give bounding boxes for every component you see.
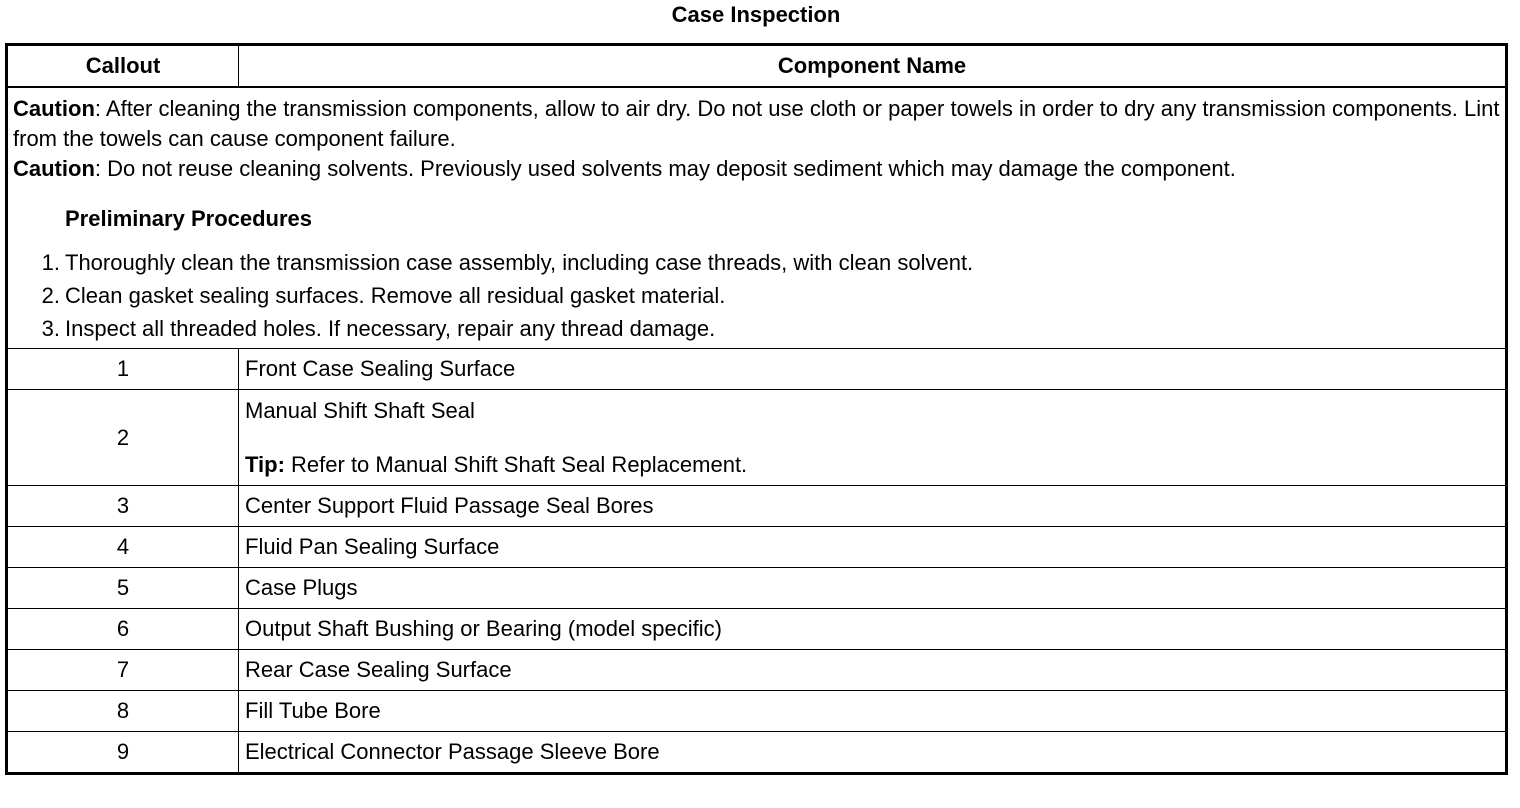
- callout-number: 6: [7, 609, 239, 650]
- column-header-component-name: Component Name: [239, 45, 1507, 88]
- table-row: [7, 390, 1507, 486]
- component-name: Electrical Connector Passage Sleeve Bore: [239, 732, 1507, 774]
- caution-text: : Do not reuse cleaning solvents. Previously used solvents may deposit sediment which may damage the component.: [94, 156, 1236, 181]
- tip-text: Refer to Manual Shift Shaft Seal Replacement.: [284, 452, 748, 477]
- tip-note: [245, 451, 1499, 479]
- table-row: [7, 527, 1507, 568]
- table-row: [7, 732, 1507, 774]
- column-header-callout: Callout: [7, 45, 239, 88]
- table-row: [7, 650, 1507, 691]
- callout-number: 7: [7, 650, 239, 691]
- callout-number: 3: [7, 486, 239, 527]
- notes-row: [7, 87, 1507, 349]
- page-title: Case Inspection: [671, 2, 841, 27]
- step-number: 2.: [41, 283, 60, 308]
- step-text: Inspect all threaded holes. If necessary, repair any thread damage.: [65, 316, 716, 341]
- table-row: [7, 691, 1507, 732]
- caution-note-2: [13, 154, 1500, 184]
- caution-label: Caution: [13, 156, 95, 181]
- list-item: [13, 312, 1500, 345]
- preliminary-steps-list: [13, 246, 1500, 345]
- component-name: Case Plugs: [239, 568, 1507, 609]
- component-name: Manual Shift Shaft Seal: [245, 398, 475, 423]
- callout-number: 4: [7, 527, 239, 568]
- step-text: Clean gasket sealing surfaces. Remove all residual gasket material.: [65, 283, 726, 308]
- callout-number: 5: [7, 568, 239, 609]
- component-name: Fill Tube Bore: [239, 691, 1507, 732]
- table-row: [7, 568, 1507, 609]
- table-row: [7, 486, 1507, 527]
- tip-label: Tip:: [245, 452, 285, 477]
- list-item: [13, 279, 1500, 312]
- component-name: Output Shaft Bushing or Bearing (model specific): [239, 609, 1507, 650]
- table-row: [7, 609, 1507, 650]
- callout-number: 1: [7, 349, 239, 390]
- component-name: Fluid Pan Sealing Surface: [239, 527, 1507, 568]
- callout-number: 8: [7, 691, 239, 732]
- caution-text: : After cleaning the transmission components, allow to air dry. Do not use cloth or paper towels in order to dry any transmission components. Lint from the towels can cause component failure.: [13, 96, 1500, 151]
- callout-number: 2: [7, 390, 239, 486]
- component-name: Rear Case Sealing Surface: [239, 650, 1507, 691]
- component-name: Front Case Sealing Surface: [239, 349, 1507, 390]
- caution-label: Caution: [13, 96, 95, 121]
- component-name: Center Support Fluid Passage Seal Bores: [239, 486, 1507, 527]
- notes-cell: [7, 87, 1507, 349]
- step-number: 3.: [41, 316, 60, 341]
- component-name-cell: [239, 390, 1507, 486]
- step-text: Thoroughly clean the transmission case assembly, including case threads, with clean solvent.: [65, 250, 974, 275]
- case-inspection-table: [5, 43, 1508, 775]
- preliminary-procedures-heading: Preliminary Procedures: [65, 206, 313, 231]
- table-row: [7, 349, 1507, 390]
- table-header-row: [7, 45, 1507, 88]
- list-item: [13, 246, 1500, 279]
- caution-note-1: [13, 94, 1500, 154]
- callout-number: 9: [7, 732, 239, 774]
- step-number: 1.: [41, 250, 60, 275]
